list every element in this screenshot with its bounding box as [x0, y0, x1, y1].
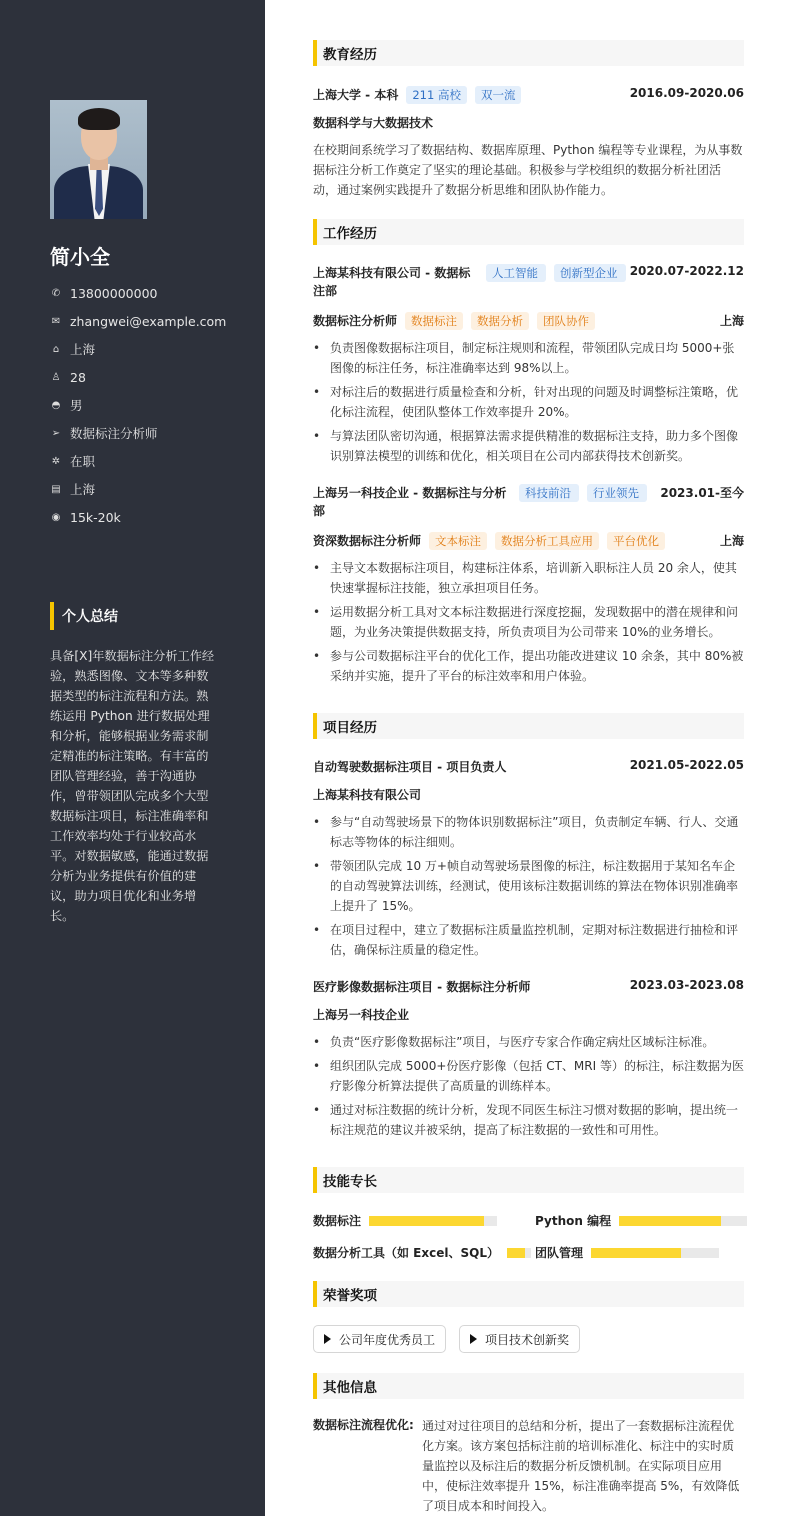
send-icon: ➢: [51, 427, 61, 439]
school-tag: 211 高校: [406, 86, 467, 104]
salary-item: [50, 503, 226, 531]
skill-bar-fill: [369, 1216, 484, 1226]
email-item: [50, 307, 226, 335]
project-name: 自动驾驶数据标注项目 - 项目负责人: [313, 760, 507, 774]
city-text: 上海: [70, 482, 96, 497]
bullet-item: • 带领团队完成 10 万+帧自动驾驶场景图像的标注，标注数据用于某知名车企的自动驾驶算法训练，经测试，使用该标注数据训练的算法在物体识别准确率上提升了 15%。: [313, 856, 744, 916]
triangle-icon: [324, 1334, 331, 1344]
skill-item: [313, 1212, 497, 1229]
gender-text: 男: [70, 398, 83, 413]
bullet-item: • 参与“自动驾驶场景下的物体识别数据标注”项目，负责制定车辆、行人、交通标志等物体的标注细则。: [313, 812, 744, 852]
skill-name: 数据分析工具（如 Excel、SQL）: [313, 1246, 499, 1260]
age-item: [50, 363, 226, 391]
bullet-item: • 组织团队完成 5000+份医疗影像（包括 CT、MRI 等）的标注，标注数据为医疗影像分析算法提供了高质量的训练样本。: [313, 1056, 744, 1096]
company-tag: 行业领先: [587, 484, 647, 502]
award-text: 公司年度优秀员工: [339, 1332, 436, 1347]
mail-icon: ✉: [51, 315, 61, 327]
contact-list: [50, 279, 226, 531]
skill-tag: 文本标注: [429, 532, 487, 550]
skill-name: Python 编程: [535, 1214, 612, 1228]
skill-bar: [507, 1248, 531, 1258]
phone-text: 13800000000: [70, 285, 158, 301]
project-date: 2021.05-2022.05: [629, 758, 744, 772]
summary-title: 个人总结: [50, 602, 118, 630]
skill-item: [313, 1244, 531, 1261]
building-icon: ▤: [51, 483, 61, 495]
skill-bar-fill: [507, 1248, 525, 1258]
company-tag: 创新型企业: [554, 264, 626, 282]
other-section-title: 其他信息: [313, 1373, 744, 1399]
gender-item: [50, 391, 226, 419]
project-name: 医疗影像数据标注项目 - 数据标注分析师: [313, 980, 531, 994]
skill-tag: 数据标注: [405, 312, 463, 330]
gear-icon: ✲: [51, 455, 61, 467]
skill-item: [535, 1212, 747, 1229]
work-section-title: 工作经历: [313, 219, 744, 245]
job-role: 资深数据标注分析师: [313, 534, 422, 548]
bullet-item: • 在项目过程中，建立了数据标注质量监控机制，定期对标注数据进行抽检和评估，确保标注质量的稳定性。: [313, 920, 744, 960]
city-item: [50, 475, 226, 503]
summary-text: 具备[X]年数据标注分析工作经验，熟悉图像、文本等多种数据类型的标注流程和方法。熟练运用 Python 进行数据处理和分析，能够根据业务需求制定精准的标注策略。有丰富的团队管理经验，善于沟通协作，曾带领团队完成多个大型数据标注项目，标注准确率和工作效率均处于行业较高水平。对数据敏感，能通过数据分析为业务提供有价值的建议，助力项目优化和业务增长。: [50, 649, 215, 923]
education-desc: 在校期间系统学习了数据结构、数据库原理、Python 编程等专业课程，为从事数据标注分析工作奠定了坚实的理论基础。积极参与学校组织的数据分析社团活动，通过案例实践提升了数据分析思维和团队协作能力。: [313, 143, 743, 197]
award-item: [313, 1325, 446, 1353]
school-tag: 双一流: [475, 86, 522, 104]
education-header: [313, 86, 744, 104]
salary-text: 15k-20k: [70, 509, 121, 525]
bullet-item: • 与算法团队密切沟通，根据算法需求提供精准的数据标注支持，助力多个图像识别算法模型的训练和优化，相关项目在公司内部获得技术创新奖。: [313, 426, 744, 466]
bullet-item: • 通过对标注数据的统计分析，发现不同医生标注习惯对数据的影响，提出统一标注规范的建议并被采纳，提高了标注数据的一致性和可用性。: [313, 1100, 744, 1140]
skills-section-title: 技能专长: [313, 1167, 744, 1193]
bullet-item: • 负责图像数据标注项目，制定标注规则和流程，带领团队完成日均 5000+张图像的标注任务，标注准确率达到 98%以上。: [313, 338, 744, 378]
bullet-item: • 负责“医疗影像数据标注”项目，与医疗专家合作确定病灶区域标注标准。: [313, 1032, 744, 1052]
major: 数据科学与大数据技术: [313, 116, 434, 130]
gender-icon: ◓: [51, 399, 61, 411]
home-icon: ⌂: [52, 343, 60, 355]
job-city: 上海: [719, 314, 744, 328]
skill-bar-fill: [619, 1216, 721, 1226]
education-date: 2016.09-2020.06: [629, 86, 744, 100]
bullet-item: • 对标注后的数据进行质量检查和分析，针对出现的问题及时调整标注策略，优化标注流程，使团队整体工作效率提升 20%。: [313, 382, 744, 422]
school-name: 上海大学 - 本科: [313, 88, 399, 102]
skill-name: 数据标注: [313, 1214, 362, 1228]
job-role-row: [313, 532, 744, 550]
skill-tag: 平台优化: [607, 532, 665, 550]
company-tag: 人工智能: [486, 264, 546, 282]
job-bullets: [313, 558, 744, 690]
company-name: 上海某科技有限公司 - 数据标注部: [313, 266, 471, 298]
project-header: [313, 758, 744, 775]
avatar-photo: [50, 100, 147, 219]
cake-icon: ♙: [51, 371, 61, 383]
job-date: 2023.01-至今: [660, 486, 744, 500]
project-bullets: [313, 812, 744, 964]
company-name: 上海另一科技企业 - 数据标注与分析部: [313, 486, 507, 518]
project-company: 上海某科技有限公司: [313, 788, 422, 802]
project-company: 上海另一科技企业: [313, 1008, 410, 1022]
job-item: [50, 419, 226, 447]
email-text: zhangwei@example.com: [70, 313, 227, 329]
job-header: [313, 264, 744, 300]
age-text: 28: [70, 369, 86, 385]
location-item: [50, 335, 226, 363]
skill-name: 团队管理: [535, 1246, 584, 1260]
job-bullets: [313, 338, 744, 470]
skill-bar: [619, 1216, 747, 1226]
skill-tag: 数据分析: [471, 312, 529, 330]
project-header: [313, 978, 744, 995]
triangle-icon: [470, 1334, 477, 1344]
status-item: [50, 447, 226, 475]
job-city: 上海: [719, 534, 744, 548]
skill-bar: [591, 1248, 719, 1258]
bullet-item: • 参与公司数据标注平台的优化工作，提出功能改进建议 10 余条，其中 80%被采纳并实施，提升了平台的标注效率和用户体验。: [313, 646, 744, 686]
job-role: 数据标注分析师: [313, 314, 398, 328]
location-text: 上海: [70, 342, 96, 357]
project-bullets: [313, 1032, 744, 1144]
skill-tag: 团队协作: [537, 312, 595, 330]
phone-item: [50, 279, 226, 307]
profile-name: 简小全: [50, 245, 110, 269]
sidebar: [0, 0, 265, 1516]
award-item: [459, 1325, 580, 1353]
company-tag: 科技前沿: [519, 484, 579, 502]
skill-bar: [369, 1216, 497, 1226]
project-date: 2023.03-2023.08: [629, 978, 744, 992]
skill-bar-fill: [591, 1248, 681, 1258]
projects-section-title: 项目经历: [313, 713, 744, 739]
job-text: 数据标注分析师: [70, 426, 158, 441]
skill-item: [535, 1244, 719, 1261]
bullet-item: • 运用数据分析工具对文本标注数据进行深度挖掘，发现数据中的潜在规律和问题，为业务决策提供数据支持，所负责项目为公司带来 10%的业务增长。: [313, 602, 744, 642]
job-date: 2020.07-2022.12: [629, 264, 744, 278]
other-text: 通过对过往项目的总结和分析，提出了一套数据标注流程优化方案。该方案包括标注前的培训标准化、标注中的实时质量监控以及标注后的数据分析反馈机制。在实际项目应用中，使标注效率提升 15%，标注准确率提高 5%，有效降低了项目成本和时间投入。: [422, 1419, 740, 1513]
money-icon: ◉: [51, 511, 61, 523]
award-text: 项目技术创新奖: [485, 1332, 570, 1347]
awards-section-title: 荣誉奖项: [313, 1281, 744, 1307]
job-role-row: [313, 312, 744, 330]
skill-tag: 数据分析工具应用: [495, 532, 599, 550]
job-header: [313, 484, 744, 520]
education-section-title: 教育经历: [313, 40, 744, 66]
phone-icon: ✆: [51, 287, 61, 299]
other-label: 数据标注流程优化:: [313, 1418, 414, 1432]
bullet-item: • 主导文本数据标注项目，构建标注体系，培训新入职标注人员 20 余人，使其快速掌握标注技能，独立承担项目任务。: [313, 558, 744, 598]
status-text: 在职: [70, 454, 96, 469]
